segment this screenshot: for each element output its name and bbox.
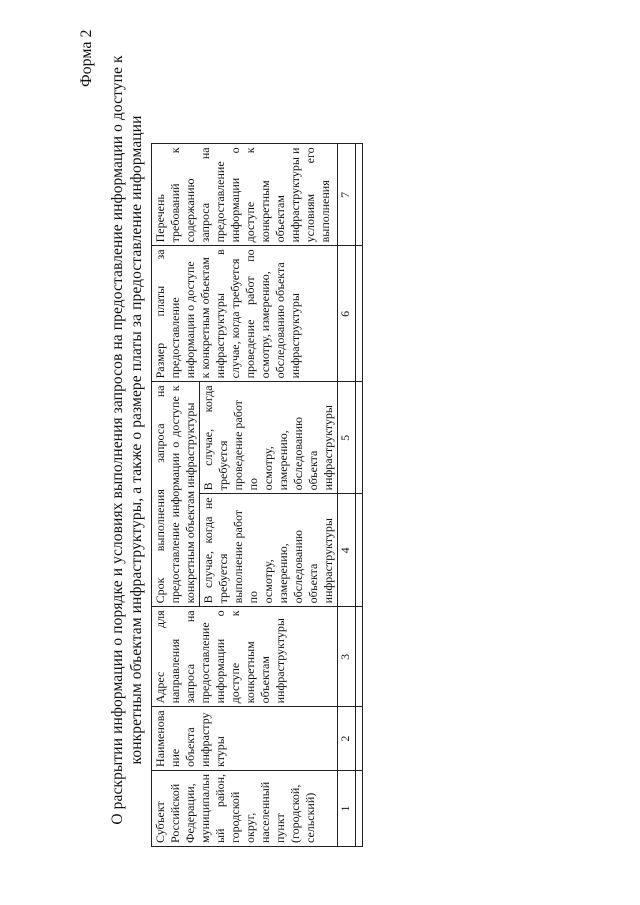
header-object-name: Наименова ние объекта инфрастру ктуры (152, 707, 338, 771)
column-number: 6 (338, 246, 356, 382)
empty-data-row (356, 144, 363, 847)
header-payment-amount: Размер платы за предоставление информации о доступе к конкретным объектам инфраструктуры в случае, когда требуется проведение работ по осмотру, измерению, обследованию объекта инфраструктуры (152, 246, 338, 382)
info-disclosure-table (151, 143, 363, 847)
header-works-case: В случае, когда требуется проведение работ по осмотру, измерению, обследованию объекта инфраструктуры (200, 382, 338, 494)
column-number: 1 (338, 770, 356, 846)
form-label: Форма 2 (78, 29, 95, 87)
column-number: 7 (338, 144, 356, 246)
title-line: О раскрытии информации о порядке и условиях выполнения запросов на предоставление информации о доступе к (109, 55, 126, 825)
column-number: 3 (338, 607, 356, 707)
document-title (108, 45, 146, 835)
column-number: 4 (338, 494, 356, 607)
header-subject: Субъект Российской Федерации, муниципальн ый район, городской округ, населенный пункт (городской, сельский) (152, 770, 338, 846)
column-numbers-row (338, 144, 356, 847)
title-line: конкретным объектам инфраструктуры, а также о размере платы за предоставление информации (128, 115, 145, 765)
header-no-works-case: В случае, когда не требуется выполнение работ по осмотру, измерению, обследованию объекта инфраструктуры (200, 494, 338, 607)
column-number: 5 (338, 382, 356, 494)
column-number: 2 (338, 707, 356, 771)
header-requirements-list: Перечень требований к содержанию запроса на предоставление информации о доступе к конкретным объектам инфраструктуры и условиям его выполнения (152, 144, 338, 246)
header-request-address: Адрес для направления запроса на предоставление информации о доступе к конкретным объектам инфраструктуры (152, 607, 338, 707)
header-request-term: Срок выполнения запроса на предоставление информации о доступе к конкретным объектам инфраструктуры (152, 382, 200, 607)
